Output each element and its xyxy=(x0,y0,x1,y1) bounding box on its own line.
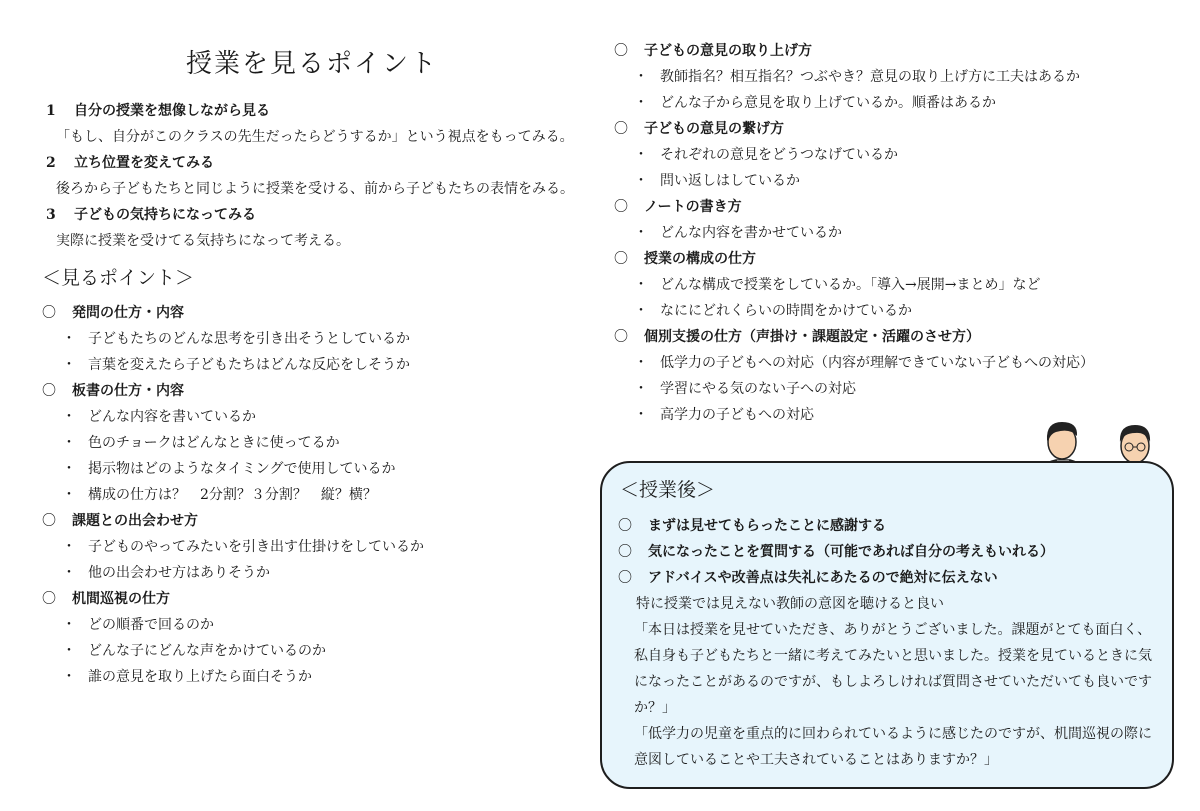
point-item xyxy=(42,404,582,430)
intro-section xyxy=(42,98,582,254)
after-class-title: ＜授業後＞ xyxy=(620,479,716,501)
point-item-text: どんな子にどんな声をかけているのか xyxy=(88,643,326,659)
example-quote-1: 「本日は授業を見せていただき、ありがとうございました。課題がとても面白く、私自身も子どもたちと一緒に考えてみたいと思いました。授業を見ているときに気になったことがあるのですが、もしよろしければ質問させていただいても良いですか？」 xyxy=(634,622,1152,716)
point-item-text: どんな内容を書かせているか xyxy=(660,225,842,241)
intro-number: 1 xyxy=(46,103,56,119)
point-item-text: なににどれくらいの時間をかけているか xyxy=(660,303,912,319)
category-label: 個別支援の仕方（声掛け・課題設定・活躍のさせ方） xyxy=(644,329,980,345)
after-class-item-text: アドバイスや改善点は失礼にあたるので絶対に伝えない xyxy=(648,570,998,586)
dot-bullet-icon: ・ xyxy=(634,95,648,111)
dot-bullet-icon: ・ xyxy=(62,409,76,425)
category-label: 授業の構成の仕方 xyxy=(644,251,756,267)
right-points-list xyxy=(614,38,1174,428)
category-label: ノートの書き方 xyxy=(644,199,742,215)
intro-body: 「もし、自分がこのクラスの先生だったらどうするか」という視点をもってみる。 xyxy=(56,129,574,145)
point-item xyxy=(42,326,582,352)
page-title: 授業を見るポイント xyxy=(185,49,438,79)
dot-bullet-icon: ・ xyxy=(634,277,648,293)
point-item xyxy=(614,298,1174,324)
point-item-text: 掲示物はどのようなタイミングで使用しているか xyxy=(88,461,396,477)
category-heading xyxy=(614,194,1174,220)
circle-bullet-icon: 〇 xyxy=(614,251,628,267)
dot-bullet-icon: ・ xyxy=(62,643,76,659)
dot-bullet-icon: ・ xyxy=(634,225,648,241)
category-heading xyxy=(614,246,1174,272)
after-class-item-text: 気になったことを質問する（可能であれば自分の考えもいれる） xyxy=(648,544,1054,560)
point-item xyxy=(42,352,582,378)
dot-bullet-icon: ・ xyxy=(62,539,76,555)
point-item xyxy=(614,350,1174,376)
point-item-text: 色のチョークはどんなときに使ってるか xyxy=(88,435,340,451)
point-item xyxy=(614,272,1174,298)
dot-bullet-icon: ・ xyxy=(634,355,648,371)
category-label: 机間巡視の仕方 xyxy=(72,591,170,607)
category-label: 子どもの意見の繋げ方 xyxy=(644,121,784,137)
dot-bullet-icon: ・ xyxy=(62,357,76,373)
category-heading xyxy=(614,116,1174,142)
circle-bullet-icon: 〇 xyxy=(618,544,632,560)
left-points-list xyxy=(42,300,582,690)
point-item-text: 学習にやる気のない子への対応 xyxy=(660,381,856,397)
intro-heading-text: 自分の授業を想像しながら見る xyxy=(74,103,270,119)
point-item-text: どんな子から意見を取り上げているか。順番はあるか xyxy=(660,95,996,111)
category-label: 板書の仕方・内容 xyxy=(72,383,184,399)
point-item-text: 誰の意見を取り上げたら面白そうか xyxy=(88,669,312,685)
point-item xyxy=(614,142,1174,168)
dot-bullet-icon: ・ xyxy=(634,303,648,319)
circle-bullet-icon: 〇 xyxy=(618,570,632,586)
point-item xyxy=(42,482,582,508)
dot-bullet-icon: ・ xyxy=(634,381,648,397)
circle-bullet-icon: 〇 xyxy=(618,518,632,534)
after-class-item xyxy=(618,513,1156,539)
dot-bullet-icon: ・ xyxy=(634,407,648,423)
point-item-text: 言葉を変えたら子どもたちはどんな反応をしそうか xyxy=(88,357,410,373)
point-item xyxy=(42,456,582,482)
category-heading xyxy=(42,508,582,534)
point-item xyxy=(42,664,582,690)
dot-bullet-icon: ・ xyxy=(634,69,648,85)
point-item-text: それぞれの意見をどうつなげているか xyxy=(660,147,898,163)
category-heading xyxy=(614,324,1174,350)
point-item-text: 構成の仕方は？ 2分割？３分割？ 縦？横？ xyxy=(88,487,377,503)
point-item xyxy=(614,220,1174,246)
intro-heading-text: 立ち位置を変えてみる xyxy=(74,155,214,171)
intro-heading-text: 子どもの気持ちになってみる xyxy=(74,207,256,223)
intro-number: 2 xyxy=(46,155,56,171)
point-item-text: どんな構成で授業をしているか。「導入→展開→まとめ」など xyxy=(660,277,1041,293)
example-quote-2: 「低学力の児童を重点的に回わられているように感じたのですが、机間巡視の際に意図していることや工夫されていることはありますか？」 xyxy=(634,726,1152,768)
circle-bullet-icon: 〇 xyxy=(614,121,628,137)
intro-heading xyxy=(42,98,582,124)
point-item xyxy=(614,376,1174,402)
dot-bullet-icon: ・ xyxy=(62,461,76,477)
point-item-text: 低学力の子どもへの対応（内容が理解できていない子どもへの対応） xyxy=(660,355,1094,371)
point-item xyxy=(42,638,582,664)
point-item-text: 子どもたちのどんな思考を引き出そうとしているか xyxy=(88,331,410,347)
dot-bullet-icon: ・ xyxy=(634,173,648,189)
circle-bullet-icon: 〇 xyxy=(614,199,628,215)
category-label: 課題との出会わせ方 xyxy=(72,513,198,529)
point-item-text: どんな内容を書いているか xyxy=(88,409,256,425)
intro-heading xyxy=(42,150,582,176)
point-item xyxy=(614,168,1174,194)
point-item xyxy=(42,612,582,638)
point-item xyxy=(42,534,582,560)
circle-bullet-icon: 〇 xyxy=(42,383,56,399)
point-item xyxy=(42,430,582,456)
points-heading: ＜見るポイント＞ xyxy=(42,267,195,289)
point-item-text: 問い返しはしているか xyxy=(660,173,800,189)
point-item xyxy=(614,64,1174,90)
after-class-note: 特に授業では見えない教師の意図を聴けると良い xyxy=(636,596,944,612)
point-item-text: 他の出会わせ方はありそうか xyxy=(88,565,270,581)
intro-heading xyxy=(42,202,582,228)
category-label: 子どもの意見の取り上げ方 xyxy=(644,43,812,59)
after-class-item-text: まずは見せてもらったことに感謝する xyxy=(648,518,886,534)
category-heading xyxy=(42,300,582,326)
after-class-item xyxy=(618,539,1156,565)
circle-bullet-icon: 〇 xyxy=(42,513,56,529)
intro-body: 実際に授業を受けてる気持ちになって考える。 xyxy=(56,233,350,249)
circle-bullet-icon: 〇 xyxy=(42,591,56,607)
circle-bullet-icon: 〇 xyxy=(42,305,56,321)
category-label: 発問の仕方・内容 xyxy=(72,305,184,321)
right-column xyxy=(614,38,1174,428)
dot-bullet-icon: ・ xyxy=(62,331,76,347)
category-heading xyxy=(42,586,582,612)
point-item-text: 教師指名？相互指名？つぶやき？意見の取り上げ方に工夫はあるか xyxy=(660,69,1080,85)
intro-body: 後ろから子どもたちと同じように授業を受ける、前から子どもたちの表情をみる。 xyxy=(56,181,574,197)
category-heading xyxy=(42,378,582,404)
dot-bullet-icon: ・ xyxy=(62,565,76,581)
after-class-item xyxy=(618,565,1156,591)
dot-bullet-icon: ・ xyxy=(62,487,76,503)
point-item xyxy=(42,560,582,586)
dot-bullet-icon: ・ xyxy=(62,669,76,685)
point-item-text: 高学力の子どもへの対応 xyxy=(660,407,814,423)
dot-bullet-icon: ・ xyxy=(62,617,76,633)
left-column xyxy=(42,44,582,690)
point-item-text: どの順番で回るのか xyxy=(88,617,214,633)
dot-bullet-icon: ・ xyxy=(634,147,648,163)
dot-bullet-icon: ・ xyxy=(62,435,76,451)
intro-number: 3 xyxy=(46,207,56,223)
point-item xyxy=(614,90,1174,116)
after-class-box xyxy=(600,461,1174,789)
point-item-text: 子どものやってみたいを引き出す仕掛けをしているか xyxy=(88,539,424,555)
circle-bullet-icon: 〇 xyxy=(614,329,628,345)
circle-bullet-icon: 〇 xyxy=(614,43,628,59)
category-heading xyxy=(614,38,1174,64)
